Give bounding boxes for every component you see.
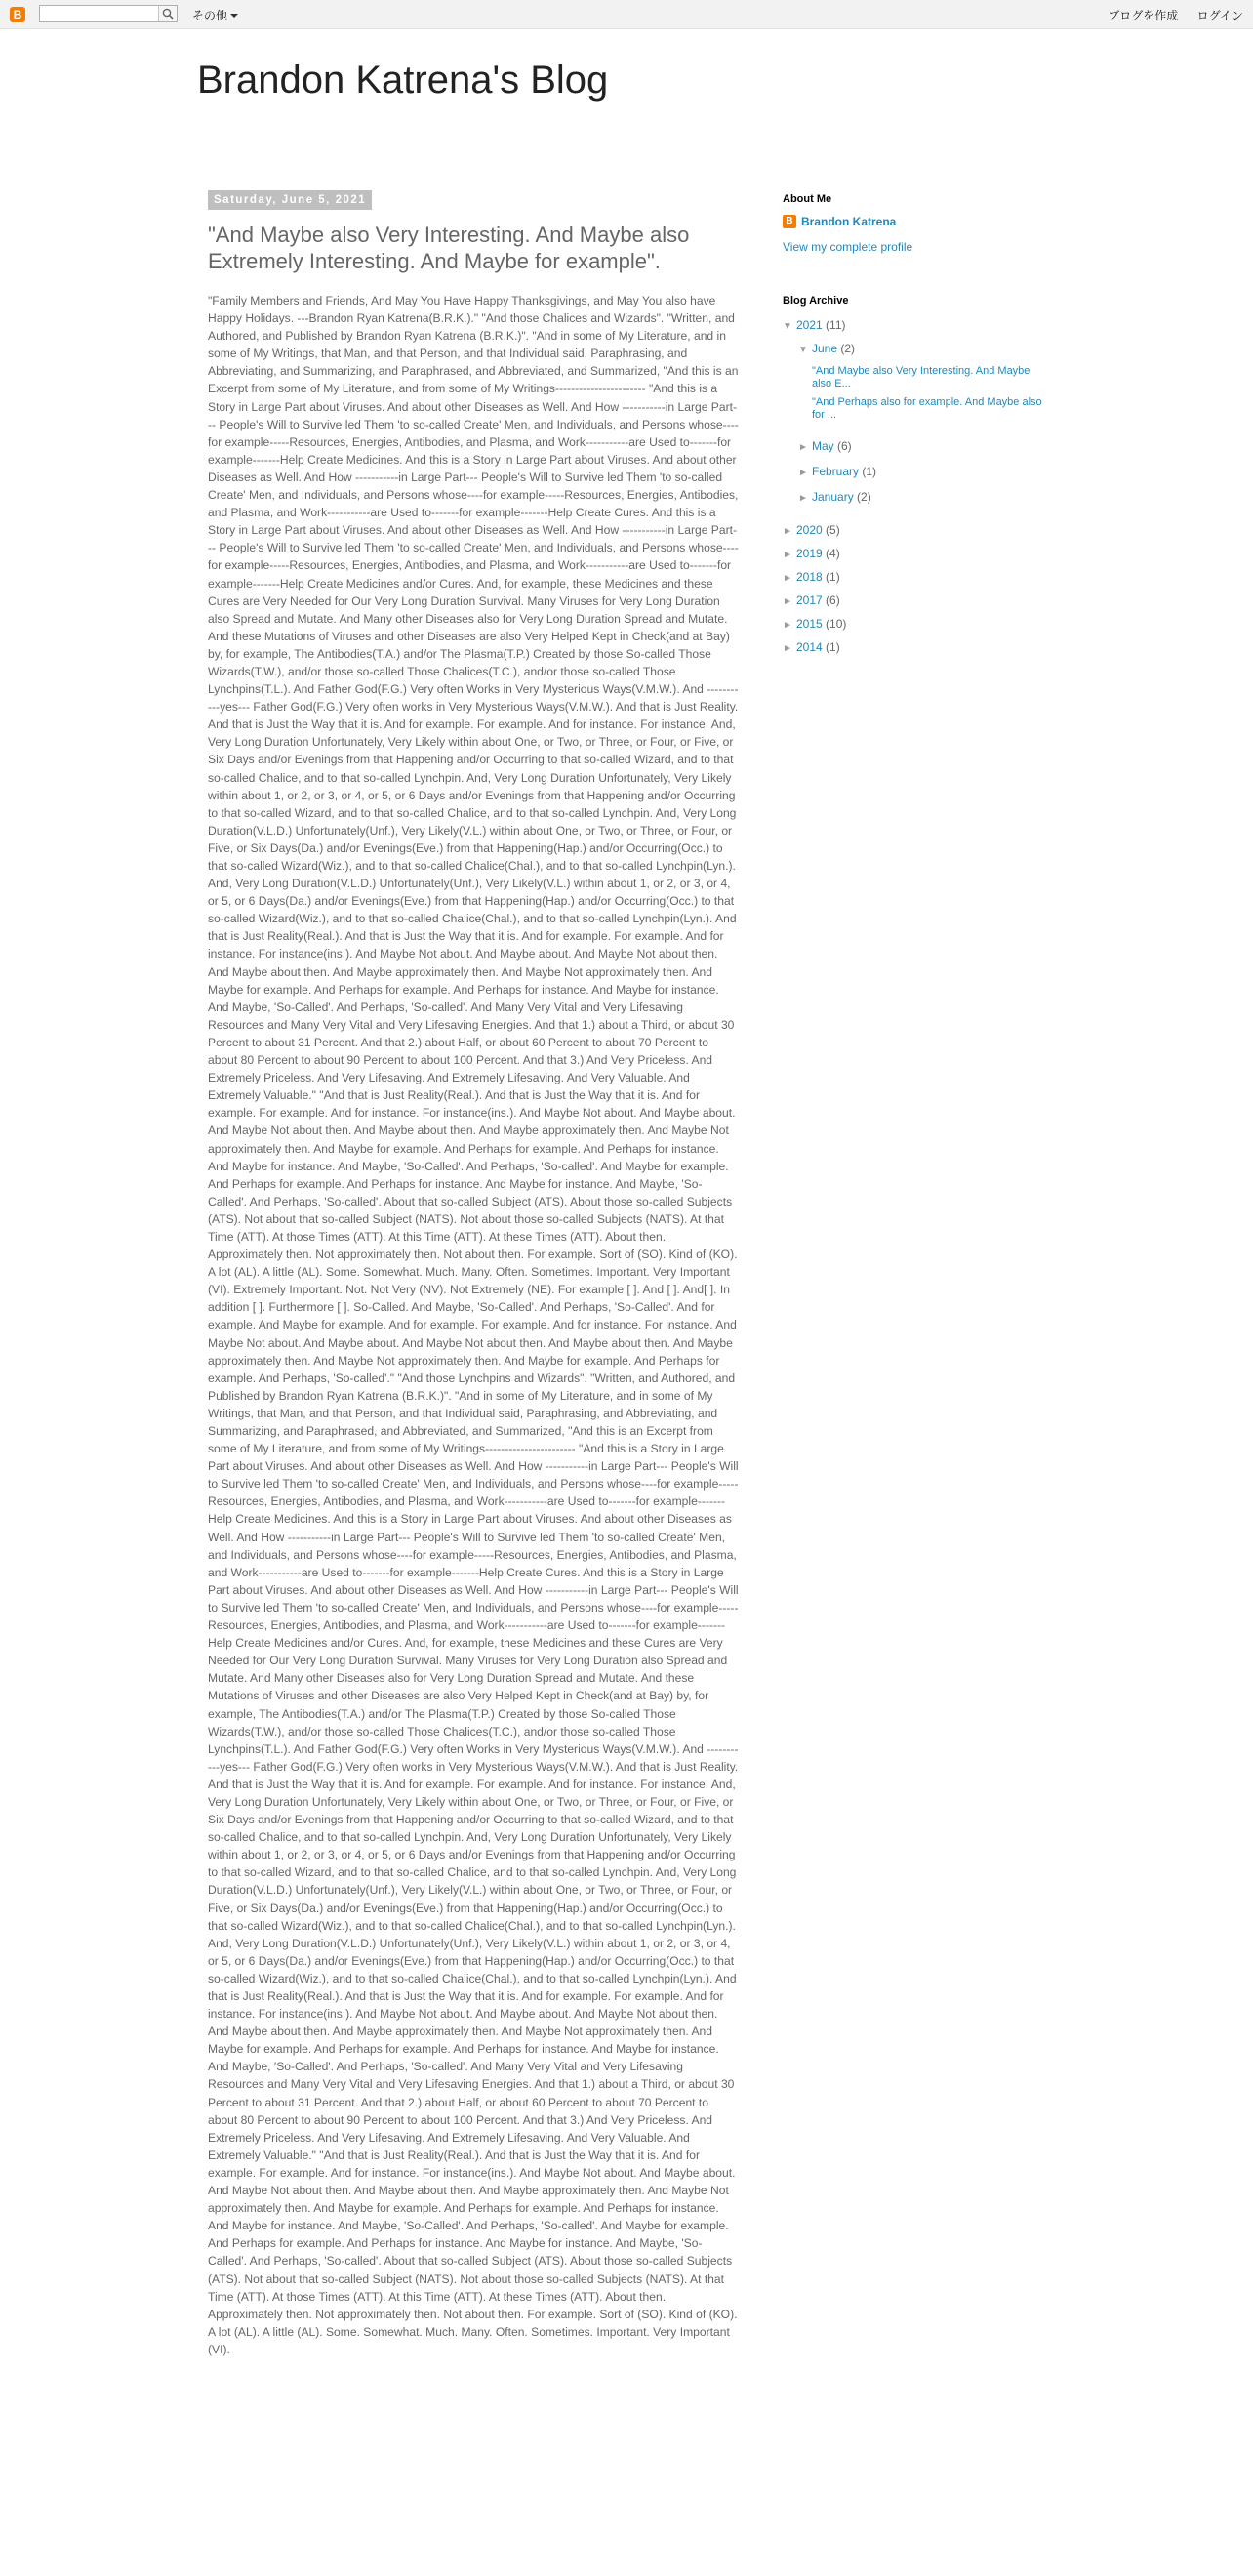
archive-year-link[interactable]: 2019 (796, 547, 823, 560)
post-body: "Family Members and Friends, And May You Have Happy Thanksgivings, and May You also have Happy Holidays. ---Brandon Ryan Katrena(B.R.K.)." "And those Chalices and Wizards". "Written, and Authored, and Published by Brandon Ryan Katrena (B.R.K.)". "And in some of My Literature, and in some of My Writings, that Man, and that Person, and that Individual said, Paraphrasing, and Abbreviating, and Summarizing, and Paraphrased, and Abbreviated, and Summarized, "And this is an Excerpt from some of My Literature, and from some of My Writings----------------------- "And this is a Story in Large Part about Viruses. And about other Diseases as Well. And How -----------in Large Part--- People's Will to Survive led Them 'to so-called Create' Men, and Individuals, and Persons whose----for example-----Resources, Energies, Antibodies, and Plasma, and Work-----------are Used to-------for example-------Help Create Medicines. And this is a Story in Large Part about Viruses. And about other Diseases as Well. And How -----------in Large Part--- People's Will to Survive led Them 'to so-called Create' Men, and Individuals, and Persons whose----for example-----Resources, Energies, Antibodies, and Plasma, and Work-----------are Used to-------for example-------Help Create Cures. And this is a Story in Large Part about Viruses. And about other Diseases as Well. And How -----------in Large Part--- People's Will to Survive led Them 'to so-called Create' Men, and Individuals, and Persons whose----for example-----Resources, Energies, Antibodies, and Plasma, and Work-----------are Used to-------for example-------Help Create Medicines and/or Cures. And, for example, these Medicines and these Cures are Very Needed for Our Very Long Duration Survival. Many Viruses for Very Long Duration also Spread and Mutate. And Many other Diseases also for Very Long Duration Spread and Mutate. And these Mutations of Viruses and other Diseases are also Very Helped Kept in Check(and at Bay) by, for example, The Antibodies(T.A.) and/or The Plasma(T.P.) Created by those So-called Those Wizards(T.W.), and/or those so-called Those Chalices(T.C.), and/or those so-called Those Lynchpins(T.L.). And Father God(F.G.) Very often Works in Very Mysterious Ways(V.M.W.). And -----------yes--- Father God(F.G.) Very often works in Very Mysterious Ways(V.M.W.). And that is Just Reality. And that is Just the Way that it is. And for example. For example. And for instance. For instance. And, Very Long Duration Unfortunately, Very Likely within about One, or Two, or Three, or Four, or Five, or Six Days and/or Evenings from that Happening and/or Occurring to that so-called Wizard, and to that so-called Chalice, and to that so-called Lynchpin. And, Very Long Duration Unfortunately, Very Likely within about 1, or 2, or 3, or 4, or 5, or 6 Days and/or Evenings from that Happening and/or Occurring to that so-called Wizard, and to that so-called Chalice, and to that so-called Lynchpin. And, Very Long Duration(V.L.D.) Unfortunately(Unf.), Very Likely(V.L.) within about One, or Two, or Three, or Four, or Five, or Six Days(Da.) and/or Evenings(Eve.) from that Happening(Hap.) and/or Occurring(Occ.) to that so-called Wizard(Wiz.), and to that so-called Chalice(Chal.), and to that so-called Lynchpin(Lyn.). And, Very Long Duration(V.L.D.) Unfortunately(Unf.), Very Likely(V.L.) within about 1, or 2, or 3, or 4, or 5, or 6 Days(Da.) and/or Evenings(Eve.) from that Happening(Hap.) and/or Occurring(Occ.) to that so-called Wizard(Wiz.), and to that so-called Chalice(Chal.), and to that so-called Lynchpin(Lyn.). And that is Just Reality(Real.). And that is Just the Way that it is. And for example. For example. And for instance. For instance(ins.). And Maybe Not about. And Maybe about. And Maybe Not about then. And Maybe about then. And Maybe approximately then. And Maybe Not approximately then. And Maybe for example. And Perhaps for example. And Perhaps for instance. And Maybe for instance. And Maybe, 'So-Called'. And Perhaps, 'So-called'. And Many Very Vital and Very Lifesaving Resources and Many Very Vital and Very Lifesaving Energies. And that 1.) about a Third, or about 30 Percent to about 31 Percent. And that 2.) about Half, or about 60 Percent to about 70 Percent to about 80 Percent to about 90 Percent to about 100 Percent. And that 3.) And Very Priceless. And Extremely Priceless. And Very Lifesaving. And Extremely Lifesaving. And Very Valuable. And Extremely Valuable." "And that is Just Reality(Real.). And that is Just the Way that it is. And for example. For example. And for instance. For instance(ins.). And Maybe Not about. And Maybe about. And Maybe Not about then. And Maybe about then. And Maybe approximately then. And Maybe Not approximately then. And Maybe for example. And Perhaps for example. And Perhaps for instance. And Maybe for instance. And Maybe, 'So-Called'. And Perhaps, 'So-called'. And Maybe for example. And Perhaps for example. And Perhaps for instance. And Maybe for instance. And Maybe, 'So-Called'. And Perhaps, 'So-called'. About that so-called Subject (ATS). About those so-called Subjects (ATS). Not about that so-called Subject (NATS). Not about those so-called Subjects (NATS). At that Time (ATT). At those Times (ATT). At this Time (ATT). At these Times (ATT). About then. Approximately then. Not approximately then. Not about then. For example. Sort of (SO). Kind of (KO). A lot (AL). A little (AL). Some. Somewhat. Much. Many. Often. Sometimes. Important. Very Important (VI). Extremely Important. Not. Not Very (NV). Not Extremely (NE). For example [ ]. And [ ]. And[ ]. In addition [ ]. Furthermore [ ]. So-Called. And Maybe, 'So-Called'. And Perhaps, 'So-Called'. And for example. And Maybe for example. And for example. For example. And for instance. For instance. And Maybe Not about. And Maybe about. And Maybe Not about then. And Maybe about then. And Maybe approximately then. And Maybe Not approximately then. And Maybe for example. And Perhaps for example. And Perhaps, 'So-called'." "And those Lynchpins and Wizards". "Written, and Authored, and Published by Brandon Ryan Katrena (B.R.K.)". "And in some of My Literature, and in some of My Writings, that Man, and that Person, and that Individual said, Paraphrasing, and Abbreviating, and Summarizing, and Paraphrased, and Abbreviated, and Summarized, "And this is an Excerpt from some of My Literature, and from some of My Writings----------------------- "And this is a Story in Large Part about Viruses. And about other Diseases as Well. And How -----------in Large Part--- People's Will to Survive led Them 'to so-called Create' Men, and Individuals, and Persons whose----for example-----Resources, Energies, Antibodies, and Plasma, and Work-----------are Used to-------for example-------Help Create Medicines. And this is a Story in Large Part about Viruses. And about other Diseases as Well. And How -----------in Large Part--- People's Will to Survive led Them 'to so-called Create' Men, and Individuals, and Persons whose----for example-----Resources, Energies, Antibodies, and Plasma, and Work-----------are Used to-------for example-------Help Create Cures. And this is a Story in Large Part about Viruses. And about other Diseases as Well. And How -----------in Large Part--- People's Will to Survive led Them 'to so-called Create' Men, and Individuals, and Persons whose----for example-----Resources, Energies, Antibodies, and Plasma, and Work-----------are Used to-------for example-------Help Create Medicines and/or Cures. And, for example, these Medicines and these Cures are Very Needed for Our Very Long Duration Survival. Many Viruses for Very Long Duration also Spread and Mutate. And Many other Diseases also for Very Long Duration Spread and Mutate. And these Mutations of Viruses and other Diseases are also Very Helped Kept in Check(and at Bay) by, for example, The Antibodies(T.A.) and/or The Plasma(T.P.) Created by those So-called Those Wizards(T.W.), and/or those so-called Those Chalices(T.C.), and/or those so-called Those Lynchpins(T.L.). And Father God(F.G.) Very often Works in Very Mysterious Ways(V.M.W.). And -----------yes--- Father God(F.G.) Very often works in Very Mysterious Ways(V.M.W.). And that is Just Reality. And that is Just the Way that it is. And for example. For example. And for instance. For instance. And, Very Long Duration Unfortunately, Very Likely within about One, or Two, or Three, or Four, or Five, or Six Days and/or Evenings from that Happening and/or Occurring to that so-called Wizard, and to that so-called Chalice, and to that so-called Lynchpin. And, Very Long Duration Unfortunately, Very Likely within about 1, or 2, or 3, or 4, or 5, or 6 Days and/or Evenings from that Happening and/or Occurring to that so-called Wizard, and to that so-called Chalice, and to that so-called Lynchpin. And, Very Long Duration(V.L.D.) Unfortunately(Unf.), Very Likely(V.L.) within about One, or Two, or Three, or Four, or Five, or Six Days(Da.) and/or Evenings(Eve.) from that Happening(Hap.) and/or Occurring(Occ.) to that so-called Wizard(Wiz.), and to that so-called Chalice(Chal.), and to that so-called Lynchpin(Lyn.). And, Very Long Duration(V.L.D.) Unfortunately(Unf.), Very Likely(V.L.) within about 1, or 2, or 3, or 4, or 5, or 6 Days(Da.) and/or Evenings(Eve.) from that Happening(Hap.) and/or Occurring(Occ.) to that so-called Wizard(Wiz.), and to that so-called Chalice(Chal.), and to that so-called Lynchpin(Lyn.). And that is Just Reality(Real.). And that is Just the Way that it is. And for example. For example. And for instance. For instance(ins.). And Maybe Not about. And Maybe about. And Maybe Not about then. And Maybe about then. And Maybe approximately then. And Maybe Not approximately then. And Maybe for example. And Perhaps for example. And Perhaps for instance. And Maybe for instance. And Maybe, 'So-Called'. And Perhaps, 'So-called'. And Many Very Vital and Very Lifesaving Resources and Many Very Vital and Very Lifesaving Energies. And that 1.) about a Third, or about 30 Percent to about 31 Percent. And that 2.) about Half, or about 60 Percent to about 70 Percent to about 80 Percent to about 90 Percent to about 100 Percent. And that 3.) And Very Priceless. And Extremely Priceless. And Very Lifesaving. And Extremely Lifesaving. And Very Valuable. And Extremely Valuable." "And that is Just Reality(Real.). And that is Just the Way that it is. And for example. For example. And for instance. For instance(ins.). And Maybe Not about. And Maybe about. And Maybe Not about then. And Maybe about then. And Maybe approximately then. And Maybe Not approximately then. And Maybe for example. And Perhaps for example. And Perhaps for instance. And Maybe for instance. And Maybe, 'So-Called'. And Perhaps, 'So-called'. And Maybe for example. And Perhaps for example. And Perhaps for instance. And Maybe for instance. And Maybe, 'So-Called'. And Perhaps, 'So-called'. About that so-called Subject (ATS). About those so-called Subjects (ATS). Not about that so-called Subject (NATS). Not about those so-called Subjects (NATS). At that Time (ATT). At those Times (ATT). At this Time (ATT). At these Times (ATT). About then. Approximately then. Not approximately then. Not about then. For example. Sort of (SO). Kind of (KO). A lot (AL). A little (AL). Some. Somewhat. Much. Many. Often. Sometimes. Important. Very Important (VI). (208, 294, 739, 2356)
archive-post-link-2[interactable] (783, 396, 1046, 422)
archive-count: (4) (826, 547, 840, 560)
archive-year-link[interactable]: 2015 (796, 617, 823, 631)
archive-count: (11) (826, 318, 846, 332)
toggle-collapsed-icon[interactable]: ► (783, 573, 792, 584)
toggle-collapsed-icon[interactable]: ► (798, 493, 808, 504)
toggle-collapsed-icon[interactable]: ► (783, 596, 792, 607)
archive-month-link[interactable]: June (812, 342, 838, 355)
blogger-navbar (0, 0, 1253, 29)
archive-year-link[interactable]: 2021 (796, 318, 823, 332)
archive-count: (1) (826, 570, 840, 584)
archive-count: (1) (826, 640, 840, 654)
blogger-profile-icon: B (783, 215, 796, 228)
archive-month-link[interactable]: May (812, 439, 834, 453)
blog-archive-title: Blog Archive (783, 295, 849, 307)
sidebar (783, 193, 1046, 664)
archive-year-link[interactable]: 2017 (796, 593, 823, 607)
archive-year-2017[interactable] (783, 593, 1046, 609)
archive-year-link[interactable]: 2018 (796, 570, 823, 584)
archive-year-2020[interactable] (783, 523, 1046, 539)
archive-month-link[interactable]: January (812, 490, 854, 504)
about-me-title: About Me (783, 193, 832, 205)
blogger-logo-icon[interactable]: B (10, 7, 25, 22)
toggle-collapsed-icon[interactable]: ► (798, 442, 808, 453)
archive-month-january[interactable] (783, 490, 1046, 506)
archive-count: (1) (862, 465, 877, 478)
create-blog-link[interactable]: ブログを作成 (1108, 9, 1179, 22)
login-link[interactable]: ログイン (1196, 9, 1243, 22)
view-profile-link[interactable]: View my complete profile (783, 240, 913, 254)
chevron-down-icon (230, 14, 238, 18)
more-menu-label: その他 (192, 9, 228, 22)
archive-month-link[interactable]: February (812, 465, 860, 478)
toggle-collapsed-icon[interactable]: ► (783, 550, 792, 560)
archive-year-link[interactable]: 2020 (796, 523, 823, 537)
toggle-expanded-icon[interactable]: ▼ (783, 321, 792, 332)
blog-title[interactable]: Brandon Katrena's Blog (197, 59, 609, 102)
archive-post-title[interactable]: "And Perhaps also for example. And Maybe also for ... (812, 396, 1042, 421)
archive-year-2021[interactable] (783, 318, 1046, 334)
archive-month-may[interactable] (783, 439, 1046, 455)
archive-month-june[interactable] (783, 342, 1046, 357)
post-date-header: Saturday, June 5, 2021 (208, 190, 372, 210)
search-input[interactable] (39, 5, 178, 22)
archive-post-title[interactable]: "And Maybe also Very Interesting. And Maybe also E... (812, 365, 1031, 389)
toggle-collapsed-icon[interactable]: ► (783, 643, 792, 654)
search-button[interactable] (158, 6, 177, 21)
search-icon (162, 8, 174, 20)
archive-count: (5) (826, 523, 840, 537)
archive-month-february[interactable] (783, 465, 1046, 480)
archive-count: (10) (826, 617, 847, 631)
archive-year-link[interactable]: 2014 (796, 640, 823, 654)
toggle-collapsed-icon[interactable]: ► (783, 620, 792, 631)
toggle-collapsed-icon[interactable]: ► (783, 526, 792, 537)
archive-year-2014[interactable] (783, 640, 1046, 656)
archive-post-link-1[interactable] (783, 365, 1046, 390)
archive-count: (2) (840, 342, 856, 355)
blog-archive (783, 295, 1046, 656)
archive-count: (6) (837, 439, 852, 453)
archive-count: (6) (826, 593, 840, 607)
more-menu[interactable] (192, 7, 238, 23)
archive-year-2019[interactable] (783, 547, 1046, 562)
archive-year-2018[interactable] (783, 570, 1046, 586)
main-column (208, 190, 740, 2576)
post-title[interactable]: "And Maybe also Very Interesting. And Maybe also Extremely Interesting. And Maybe for example". (208, 223, 690, 273)
toggle-collapsed-icon[interactable]: ► (798, 468, 808, 478)
profile-name-link[interactable]: Brandon Katrena (801, 215, 897, 228)
archive-year-2015[interactable] (783, 617, 1046, 633)
archive-count: (2) (857, 490, 871, 504)
toggle-expanded-icon[interactable]: ▼ (798, 345, 808, 355)
